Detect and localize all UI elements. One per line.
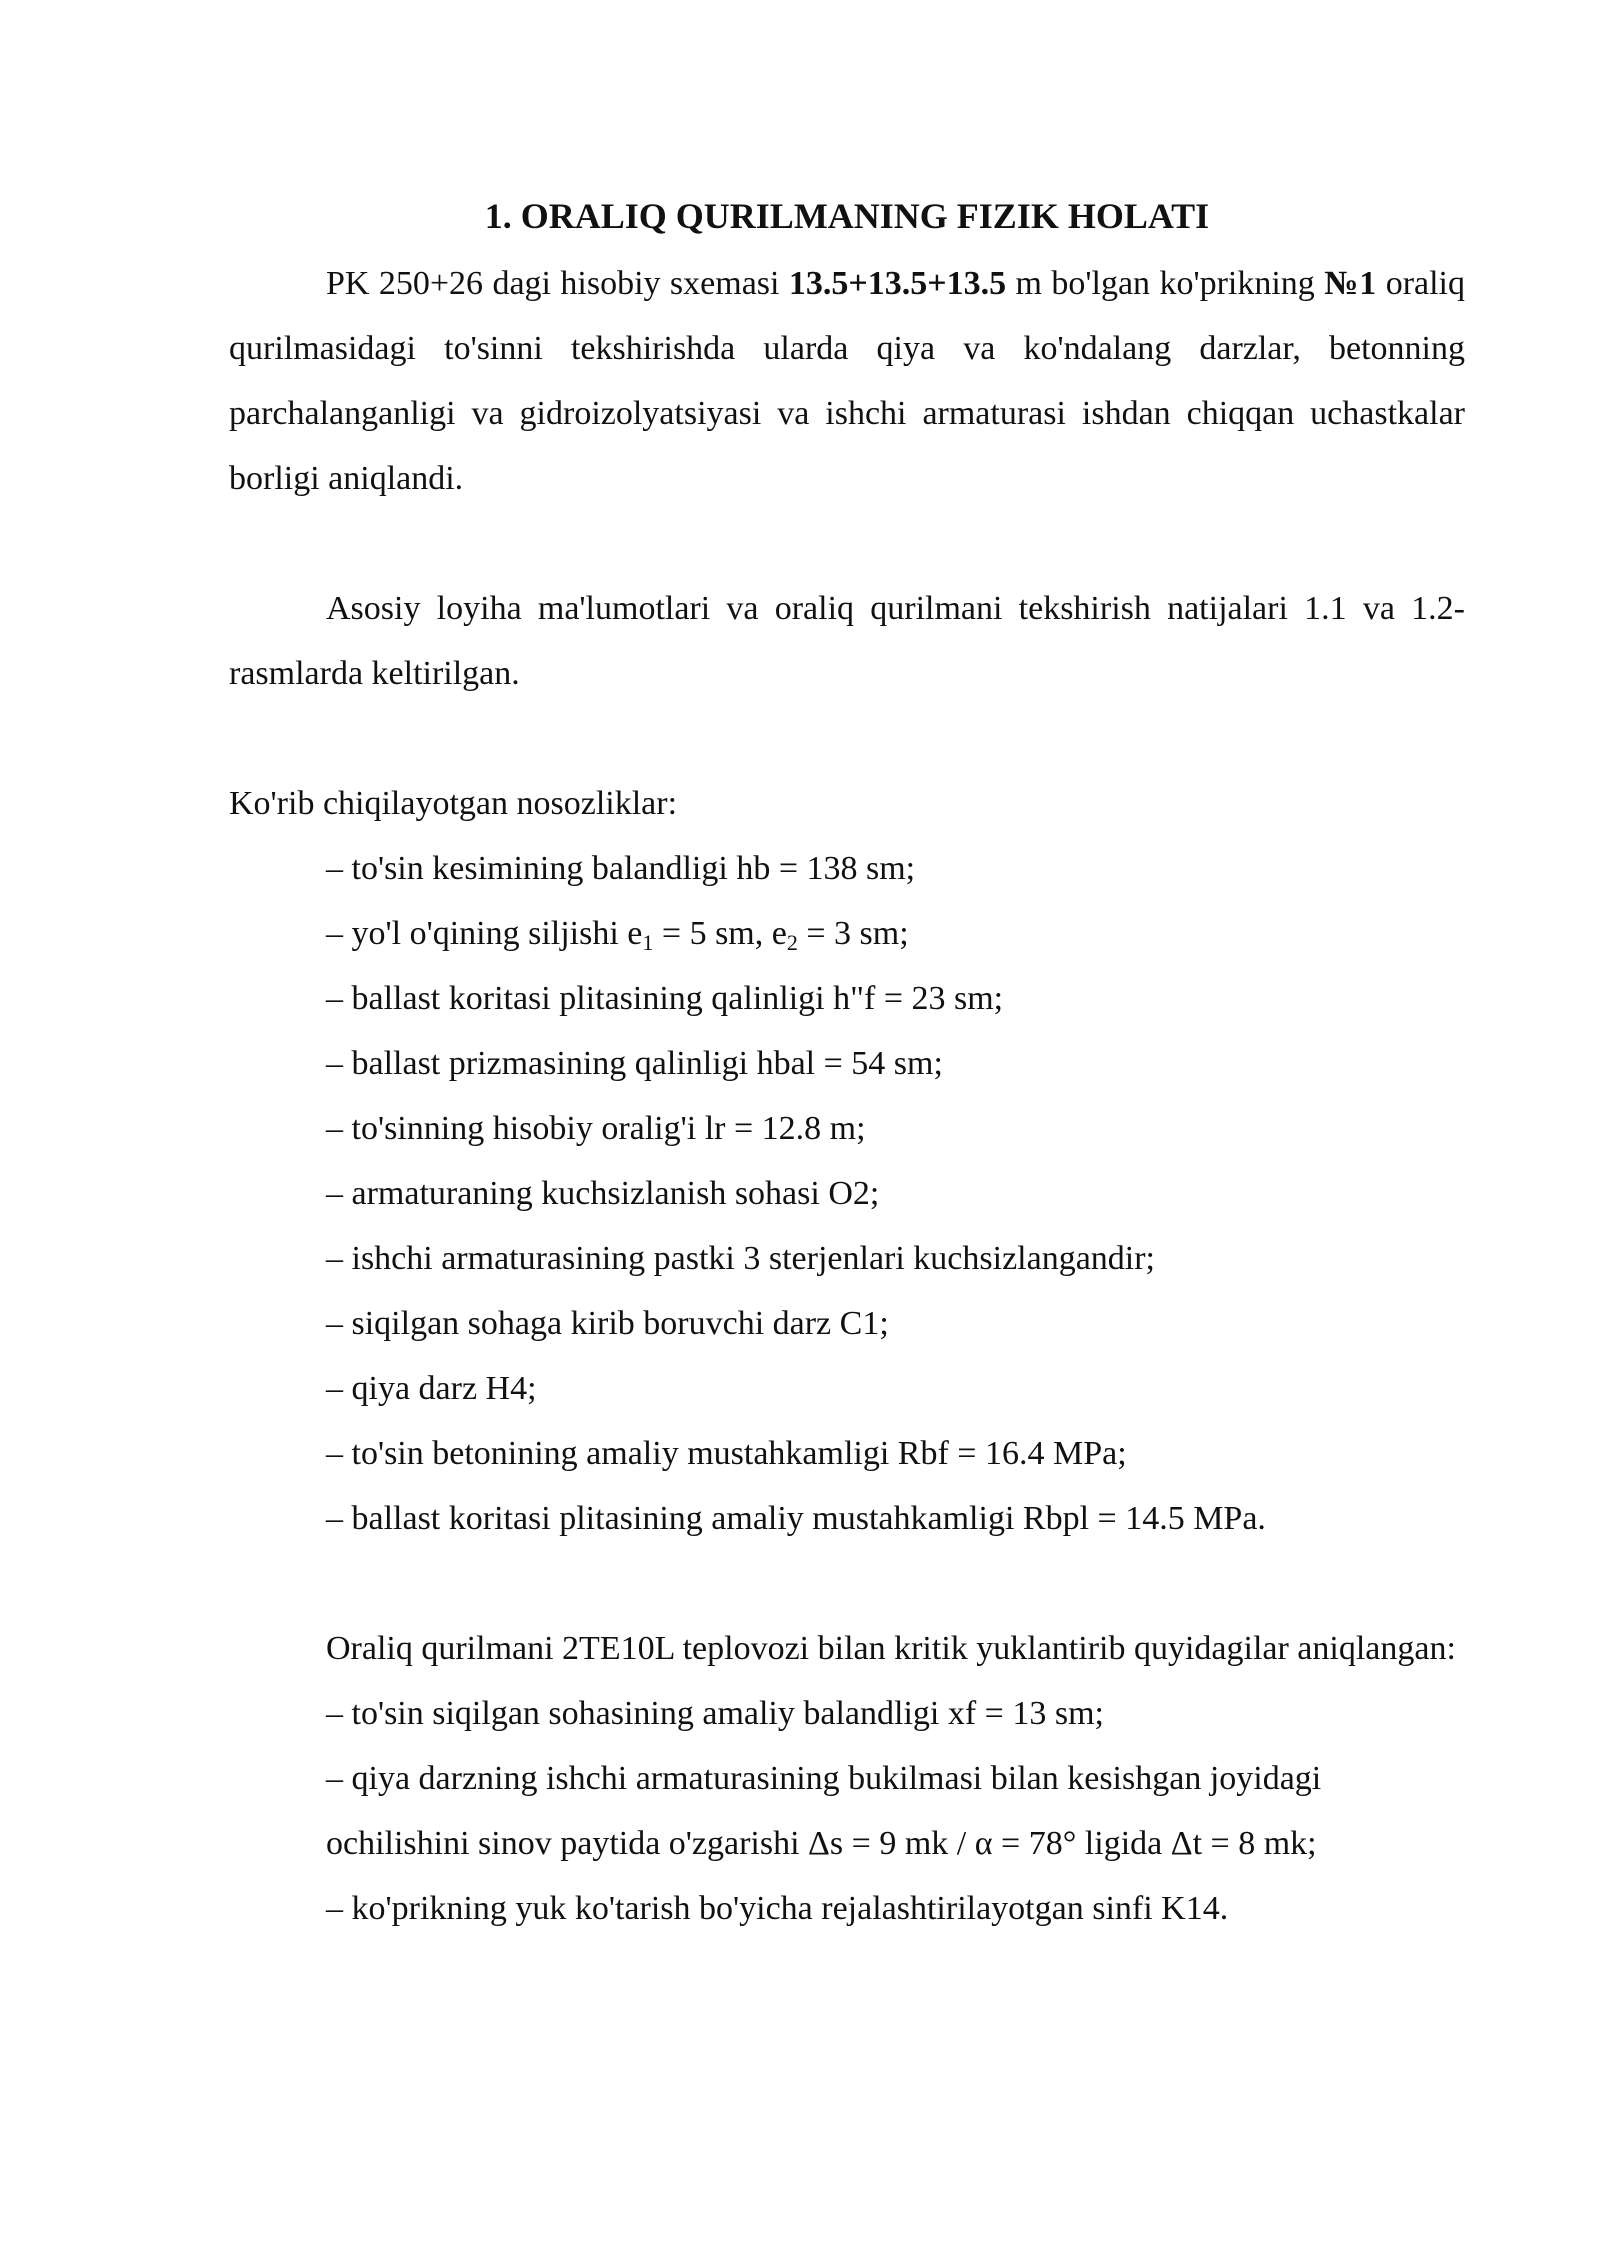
intro-paragraph [229, 251, 1465, 511]
list-item: – qiya darzning ishchi armaturasining bukilmasi bilan kesishgan joyidagi [326, 1760, 1322, 1797]
list-item: – to'sin siqilgan sohasining amaliy balandligi xf = 13 sm; [326, 1695, 1104, 1732]
intro-text-3: oraliq qurilmasidagi to'sinni tekshirishda ularda qiya va ko'ndalang darzlar, betonning parchalanganligi va gidroizolyatsiyasi va ishchi armaturasi ishdan chiqqan uchastkalar borligi aniqlandi. [229, 265, 1465, 497]
list-item: – ballast prizmasining qalinligi hbal = 54 sm; [326, 1045, 943, 1082]
loading-paragraph: Oraliq qurilmani 2TE10L teplovozi bilan kritik yuklantirib quyidagilar aniqlangan: [326, 1630, 1456, 1667]
subscript: 1 [642, 930, 654, 955]
list-item: – ballast koritasi plitasining amaliy mustahkamligi Rbpl = 14.5 MPa. [326, 1500, 1266, 1537]
list-item: – armaturaning kuchsizlanish sohasi O2; [326, 1175, 880, 1212]
defects-list [229, 836, 1465, 1551]
spacer [229, 511, 1465, 576]
intro-text-2: m bo'lgan ko'prikning [1006, 265, 1325, 302]
list-item: – ballast koritasi plitasining qalinligi h"f = 23 sm; [326, 980, 1004, 1017]
data-paragraph: Asosiy loyiha ma'lumotlari va oraliq qurilmani tekshirish natijalari 1.1 va 1.2-rasmlarda keltirilgan. [229, 590, 1465, 692]
list-item: – qiya darz H4; [326, 1370, 537, 1407]
spacer [229, 1551, 1465, 1616]
list-item: – to'sinning hisobiy oralig'i lr = 12.8 m; [326, 1110, 866, 1147]
list-item: – siqilgan sohaga kirib boruvchi darz C1; [326, 1305, 889, 1342]
list-item: – ishchi armaturasining pastki 3 sterjenlari kuchsizlangandir; [326, 1240, 1155, 1277]
list-item: – ko'prikning yuk ko'tarish bo'yicha rejalashtirilayotgan sinfi K14. [326, 1890, 1229, 1927]
document-page [229, 186, 1465, 1941]
section-title: 1. ORALIQ QURILMANING FIZIK HOLATI [484, 196, 1210, 236]
defects-heading: Ko'rib chiqilayotgan nosozliklar: [229, 785, 678, 822]
subscript: 2 [786, 930, 798, 955]
results-list [229, 1681, 1465, 1941]
intro-text-1: PK 250+26 dagi hisobiy sxemasi [326, 265, 789, 302]
list-item: – to'sin betonining amaliy mustahkamligi Rbf = 16.4 MPa; [326, 1435, 1127, 1472]
list-item: – to'sin kesimining balandligi hb = 138 sm; [326, 850, 916, 887]
list-item-continued: ochilishini sinov paytida o'zgarishi Δs = 9 mk / α = 78° ligida Δt = 8 mk; [326, 1825, 1317, 1862]
list-item: – yo'l o'qining siljishi $e_1 = 5$ sm, $e_2 = 3$ sm; [326, 915, 909, 955]
spacer [229, 706, 1465, 771]
scheme-value: 13.5+13.5+13.5 [788, 265, 1007, 302]
span-number: №1 [1324, 265, 1377, 302]
